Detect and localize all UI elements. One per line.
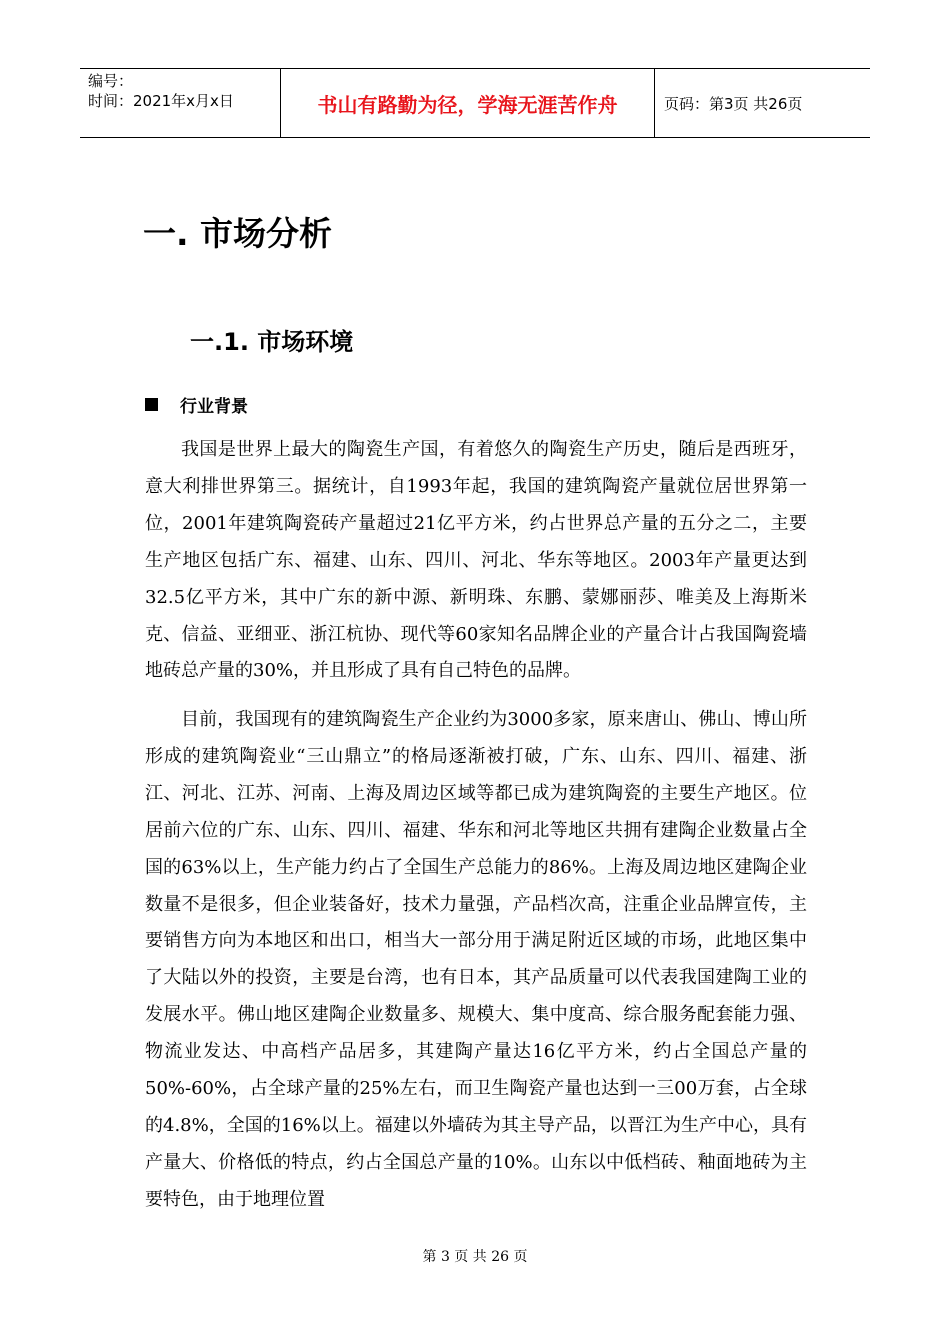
subsection-title: 一.1. 市场环境 bbox=[190, 328, 354, 356]
topic-label: 行业背景 bbox=[180, 397, 248, 417]
header-meta bbox=[88, 71, 234, 111]
square-bullet-icon bbox=[145, 398, 158, 411]
header-divider bbox=[654, 69, 655, 137]
body-paragraph: 目前，我国现有的建筑陶瓷生产企业约为3000多家，原来唐山、佛山、博山所形成的建筑陶瓷业“三山鼎立”的格局逐渐被打破，广东、山东、四川、福建、浙江、河北、江苏、河南、上海及周边区域等都已成为建筑陶瓷的主要生产地区。位居前六位的广东、山东、四川、福建、华东和河北等地区共拥有建陶企业数量占全国的63%以上，生产能力约占了全国生产总能力的86%。上海及周边地区建陶企业数量不是很多，但企业装备好，技术力量强，产品档次高，注重企业品牌宣传，主要销售方向为本地区和出口，相当大一部分用于满足附近区域的市场，此地区集中了大陆以外的投资，主要是台湾，也有日本，其产品质量可以代表我国建陶工业的发展水平。佛山地区建陶企业数量多、规模大、集中度高、综合服务配套能力强、物流业发达、中高档产品居多，其建陶产量达16亿平方米，约占全国总产量的50%-60%，占全球产量的25%左右，而卫生陶瓷产量也达到一三00万套，占全球的4.8%，全国的16%以上。福建以外墙砖为其主导产品，以晋江为生产中心，具有产量大、价格低的特点，约占全国总产量的10%。山东以中低档砖、釉面地砖为主要特色，由于地理位置 bbox=[145, 709, 807, 1210]
header-page-info: 页码：第3页 共26页 bbox=[664, 94, 803, 113]
body-paragraph: 我国是世界上最大的陶瓷生产国，有着悠久的陶瓷生产历史，随后是西班牙，意大利排世界第三。据统计，自1993年起，我国的建筑陶瓷产量就位居世界第一位，2001年建筑陶瓷砖产量超过21亿平方米，约占世界总产量的五分之二，主要生产地区包括广东、福建、山东、四川、河北、华东等地区。2003年产量更达到32.5亿平方米，其中广东的新中源、新明珠、东鹏、蒙娜丽莎、唯美及上海斯米克、信益、亚细亚、浙江杭协、现代等60家知名品牌企业的产量合计占我国陶瓷墙地砖总产量的30%，并且形成了具有自己特色的品牌。 bbox=[145, 439, 807, 682]
page-header bbox=[80, 68, 870, 138]
topic-heading bbox=[145, 392, 248, 417]
header-motto: 书山有路勤为径，学海无涯苦作舟 bbox=[317, 92, 618, 117]
header-code-label: 编号： bbox=[88, 72, 134, 90]
section-title: 一. 市场分析 bbox=[143, 214, 333, 253]
page-footer: 第 3 页 共 26 页 bbox=[422, 1249, 528, 1265]
header-date-label: 时间：2021年x月x日 bbox=[88, 92, 234, 110]
